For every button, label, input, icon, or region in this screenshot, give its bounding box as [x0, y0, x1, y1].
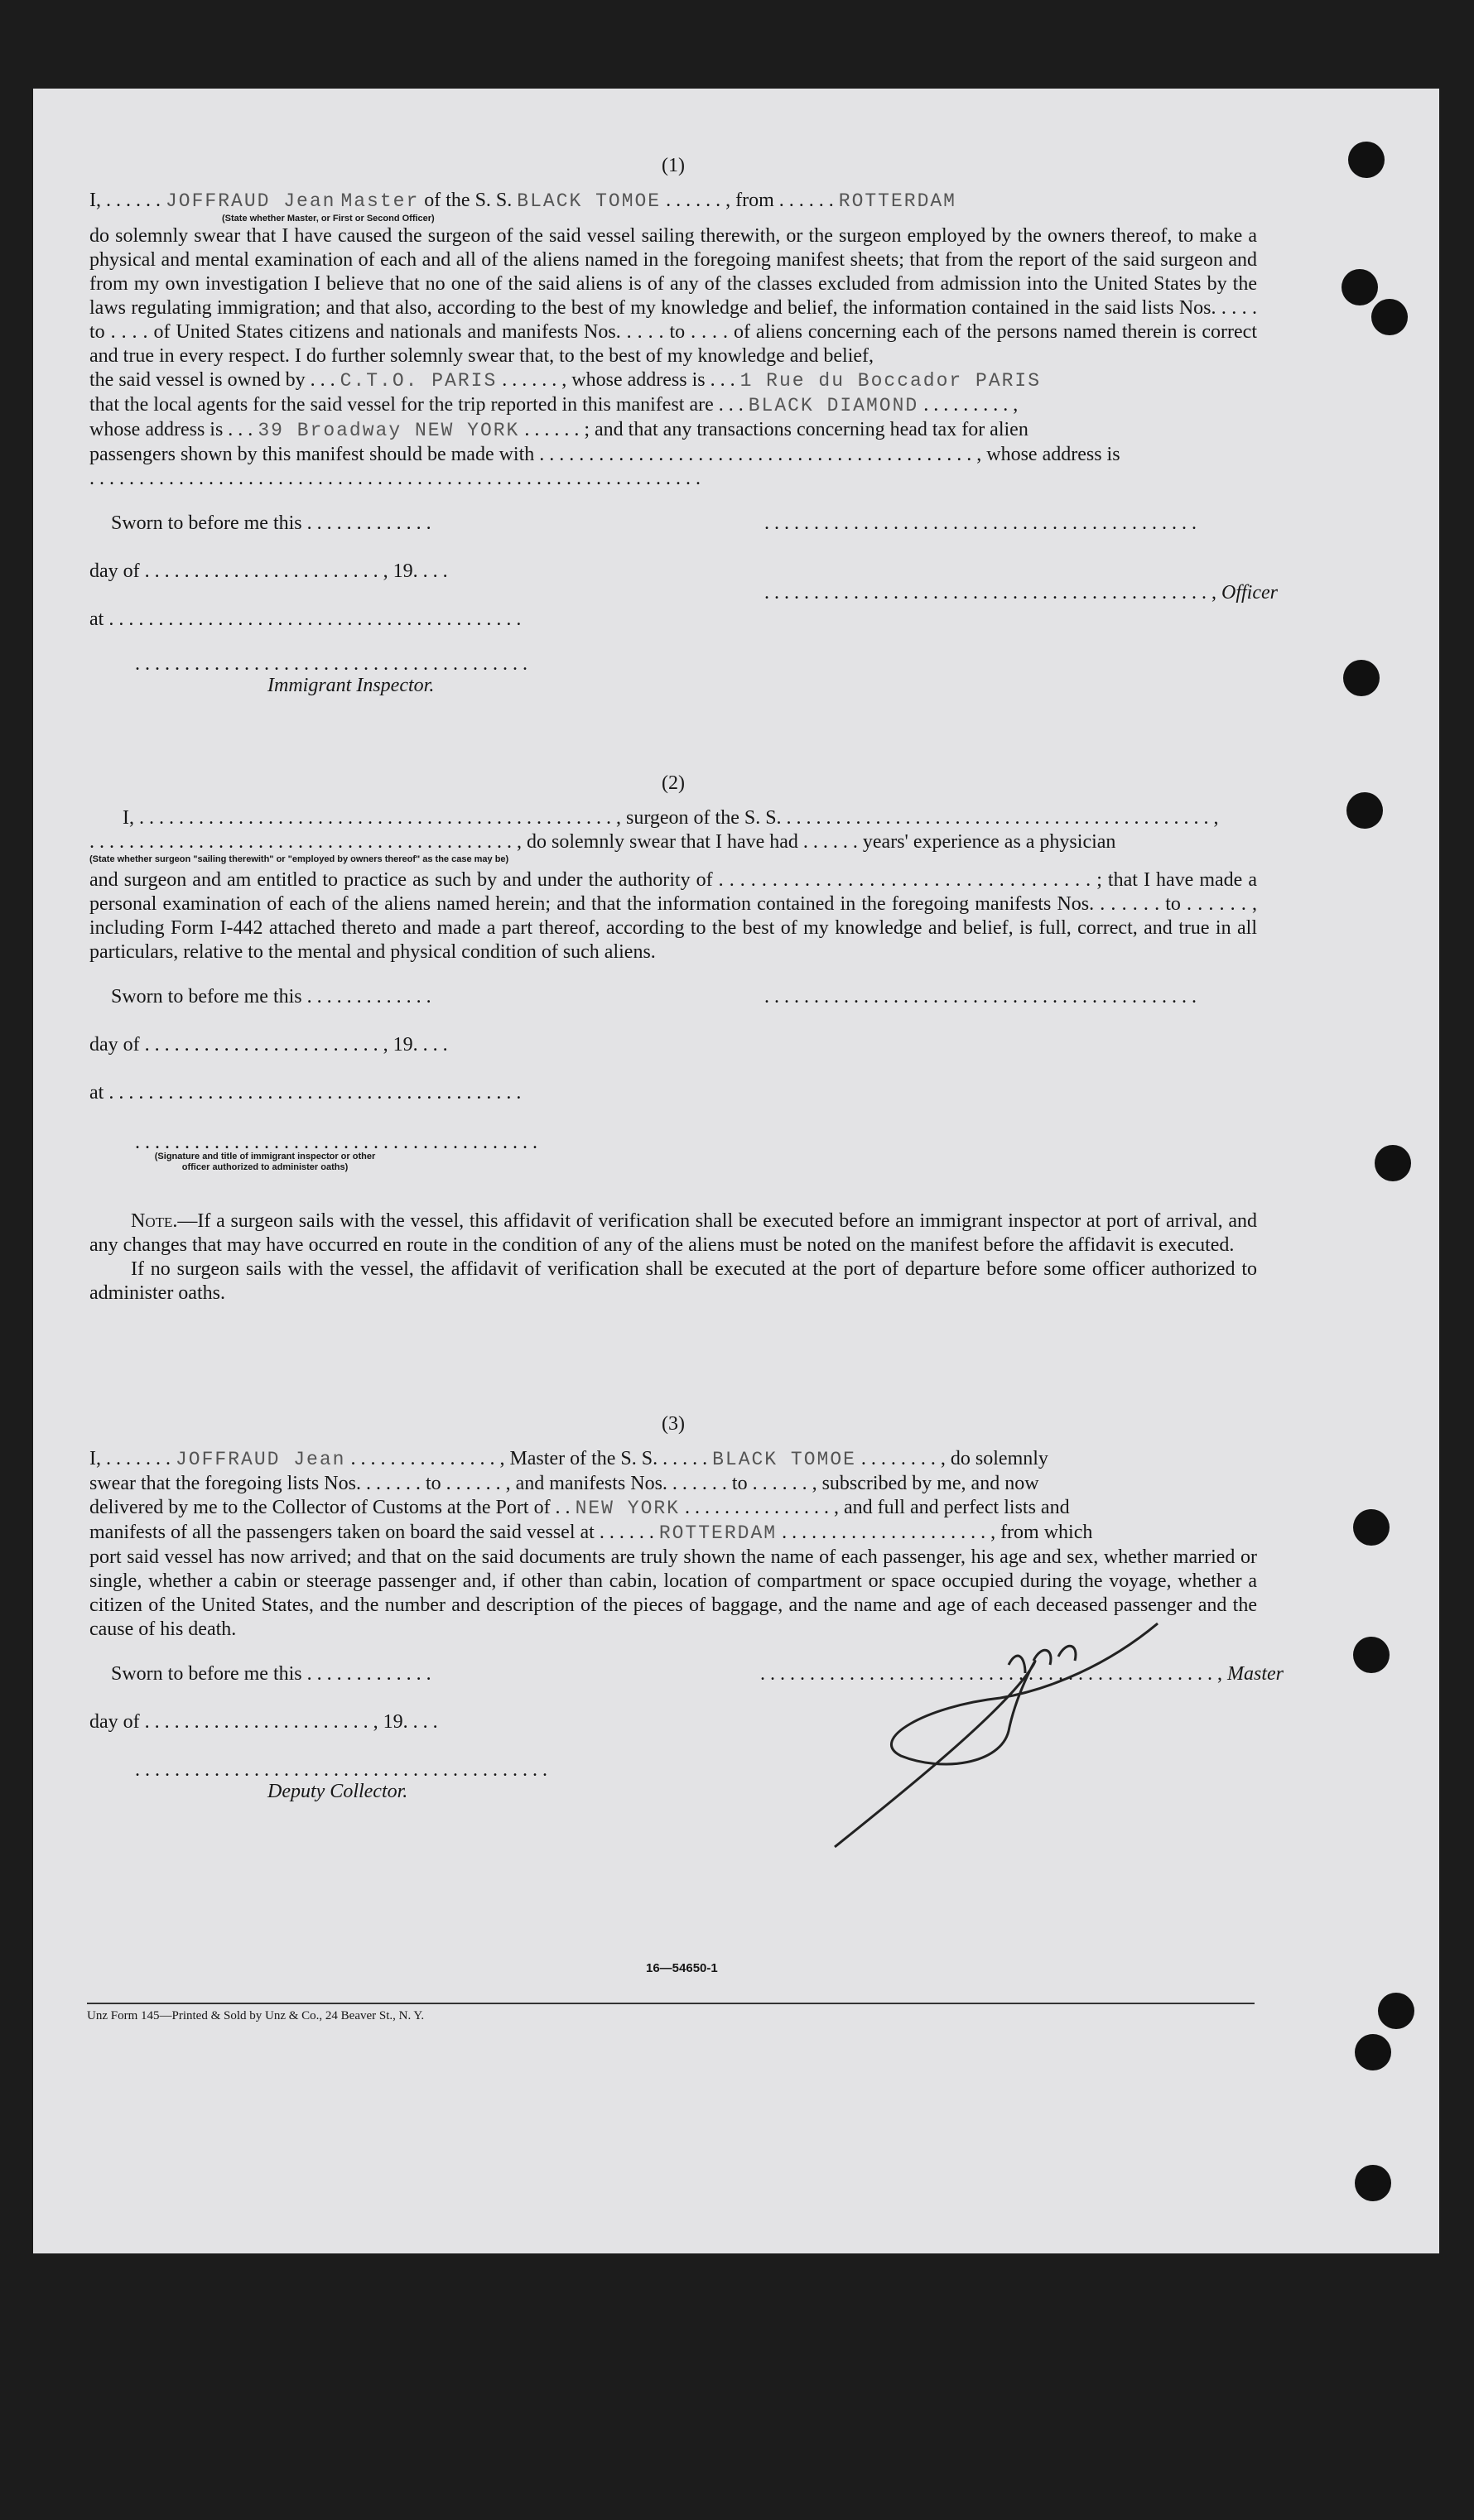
inspector-label: Immigrant Inspector.: [267, 675, 435, 696]
section-number: (1): [662, 155, 685, 176]
printer-footer: Unz Form 145—Printed & Sold by Unz & Co., 24 Beaver St., N. Y.: [87, 2003, 1255, 2023]
manifests-line: manifests of all the passengers taken on board the said vessel at . . . . . . ROTTERDAM . . . . . . . . . . . . . . . . . . . . . , from which: [89, 1522, 1093, 1544]
agents-address: 39 Broadway NEW YORK: [258, 420, 520, 441]
officer-note: (State whether Master, or First or Second Officer): [222, 214, 435, 224]
signature-block: [89, 1663, 1284, 1854]
signature-block: [89, 986, 1257, 1210]
master-signature: [818, 1615, 1166, 1864]
signature-block: [89, 512, 1278, 703]
officer-line: . . . . . . . . . . . . . . . . . . . . . . . . . . . . . . . . . . . . . . . . . . . . . , Officer: [764, 582, 1278, 604]
oath-text: do solemnly swear that I have caused the surgeon of the said vessel sailing therewith, or the surgeon employed by the owners thereof, to make a physical and mental examination of each and all of the aliens named in the foregoing manifest sheets; that from the report of the said surgeon and from my own investigation I believe that no one of the said aliens is of any of the classes excluded from admission into the United States by the laws regulating immigration; and that also, according to the best of my knowledge and belief, the information contained in the said lists Nos. . . . . to . . . . of United States citizens and nationals and manifests Nos. . . . . to . . . . of aliens concerning each of the persons named therein is correct and true in every respect. I do further solemnly swear that, to the best of my knowledge and belief,: [89, 225, 1257, 367]
punch-hole: [1371, 299, 1408, 335]
note-paragraph: Note.—If a surgeon sails with the vessel, this affidavit of verification shall be executed before an immigrant inspector at port of arrival, and any changes that may have occurred en route in the condition of any of the aliens must be noted on the manifest before the affidavit is executed.: [89, 1210, 1257, 1256]
sworn-line: Sworn to before me this . . . . . . . . . . . . .: [111, 986, 431, 1008]
affidavit-form: [89, 155, 1284, 1854]
surgeon-text: and surgeon and am entitled to practice as such by and under the authority of . . . . . . . . . . . . . . . . . . . . . . . . . . . . . . . . . . . ; that I have made a personal examination of each of the aliens named herein; and that the information contained in the foregoing manifests Nos. . . . . . . to . . . . . . , including Form I-442 attached thereto and made a part thereof, according to the best of my knowledge and belief, is full, correct, and true in all particulars, relative to the mental and physical condition of such aliens.: [89, 869, 1257, 963]
departure-port: ROTTERDAM: [658, 1522, 778, 1544]
ship-name: BLACK TOMOE: [712, 1449, 856, 1470]
departure-port: ROTTERDAM: [838, 190, 956, 212]
signature-dots: . . . . . . . . . . . . . . . . . . . . . . . . . . . . . . . . . . . . . . . . . . . .: [764, 986, 1197, 1008]
agents-address-line: whose address is . . . 39 Broadway NEW YORK . . . . . . ; and that any transactions concerning head tax for alien: [89, 419, 1028, 441]
punch-hole: [1353, 1637, 1390, 1673]
master-line: . . . . . . . . . . . . . . . . . . . . . . . . . . . . . . . . . . . . . . . . . . . . . . , Master: [760, 1663, 1284, 1685]
day-line: day of . . . . . . . . . . . . . . . . . . . . . . . . , 19. . . .: [89, 560, 448, 582]
punch-hole: [1378, 1993, 1414, 2029]
master-label: Master: [1227, 1663, 1284, 1685]
signature-dots: . . . . . . . . . . . . . . . . . . . . . . . . . . . . . . . . . . . . . . . . . . . .: [764, 512, 1197, 534]
sworn-line: Sworn to before me this . . . . . . . . . . . . .: [111, 512, 431, 534]
section-number: (2): [662, 772, 685, 794]
master-oath-text: port said vessel has now arrived; and that on the said documents are truly shown the name of each passenger, his age and sex, whether married or single, whether a cabin or steerage passenger and, if other than cabin, location of compartment or space occupied during the voyage, whether a citizen of the United States, and the number and description of the pieces of baggage, and the name and age of each deceased passenger and the cause of his death.: [89, 1546, 1257, 1640]
punch-hole: [1375, 1145, 1411, 1181]
officer-label: Officer: [1221, 582, 1278, 604]
master-line: I, . . . . . . JOFFRAUD Jean Master of the S. S. BLACK TOMOE . . . . . . , from . . . . . . ROTTERDAM: [89, 190, 956, 212]
note-paragraph-2: If no surgeon sails with the vessel, the affidavit of verification shall be executed at the port of departure before some officer authorized to administer oaths.: [89, 1258, 1257, 1304]
punch-hole: [1348, 142, 1385, 178]
punch-hole: [1355, 2165, 1391, 2201]
sworn-line: Sworn to before me this . . . . . . . . . . . . .: [111, 1663, 431, 1685]
section-number: (3): [662, 1413, 685, 1435]
surgeon-note: (State whether surgeon "sailing therewith" or "employed by owners thereof" as the case may be): [89, 854, 509, 864]
collector-label: Deputy Collector.: [267, 1781, 408, 1802]
head-tax-text: passengers shown by this manifest should be made with . . . . . . . . . . . . . . . . . . . . . . . . . . . . . . . . . . . . . . . . . . . . , whose address is: [89, 444, 1120, 465]
master-title: Master: [340, 190, 420, 212]
surgeon-line: I, . . . . . . . . . . . . . . . . . . . . . . . . . . . . . . . . . . . . . . . . . . . . . . . . , surgeon of the S. S. . . . . . . . . . . . . . . . . . . . . . . . . . . . . . . . . . . . . . . . . . . . ,: [123, 807, 1219, 829]
arrival-port: NEW YORK: [575, 1498, 680, 1519]
owner-address: 1 Rue du Boccador PARIS: [739, 370, 1042, 392]
punch-hole: [1346, 792, 1383, 829]
inspector-dots: . . . . . . . . . . . . . . . . . . . . . . . . . . . . . . . . . . . . . . . . .: [135, 1132, 537, 1153]
agents-name: BLACK DIAMOND: [748, 395, 919, 416]
owner-line: the said vessel is owned by . . . C.T.O. PARIS . . . . . . , whose address is . . . 1 Rue du Boccador PARIS: [89, 369, 1042, 392]
dots-line: . . . . . . . . . . . . . . . . . . . . . . . . . . . . . . . . . . . . . . . . . . . . . . . . . . . . . . . . . . . . . .: [89, 468, 701, 489]
master-line: I, . . . . . . . JOFFRAUD Jean . . . . . . . . . . . . . . . , Master of the S. S. . . . . . BLACK TOMOE . . . . . . . . , do solemnly: [89, 1448, 1048, 1470]
at-line: at . . . . . . . . . . . . . . . . . . . . . . . . . . . . . . . . . . . . . . . . . .: [89, 608, 522, 630]
punch-hole: [1342, 269, 1378, 305]
ship-name: BLACK TOMOE: [517, 190, 662, 212]
punch-hole: [1343, 660, 1380, 696]
form-number: 16—54650-1: [646, 1961, 718, 1975]
master-name: JOFFRAUD Jean: [166, 190, 336, 212]
lists-line: swear that the foregoing lists Nos. . . . . . . to . . . . . . , and manifests Nos. . . . . . . to . . . . . . , subscribed by me, and now: [89, 1473, 1039, 1494]
surgeon-line-2: . . . . . . . . . . . . . . . . . . . . . . . . . . . . . . . . . . . . . . . . . . . , do solemnly swear that I have had . . . . . . years' experience as a physician: [89, 831, 1116, 853]
inspector-dots: . . . . . . . . . . . . . . . . . . . . . . . . . . . . . . . . . . . . . . . .: [135, 653, 527, 675]
inspector-note: (Signature and title of immigrant inspector or other officer authorized to administer oaths): [154, 1152, 376, 1172]
day-line: day of . . . . . . . . . . . . . . . . . . . . . . . . , 19. . . .: [89, 1034, 448, 1056]
owner-name: C.T.O. PARIS: [340, 370, 498, 392]
agents-line: that the local agents for the said vessel for the trip reported in this manifest are . . . BLACK DIAMOND . . . . . . . . . ,: [89, 394, 1019, 416]
collector-line: delivered by me to the Collector of Customs at the Port of . . NEW YORK . . . . . . . . . . . . . . . , and full and perfect lists and: [89, 1497, 1070, 1519]
day-line: day of . . . . . . . . . . . . . . . . . . . . . . . , 19. . . .: [89, 1711, 438, 1733]
collector-dots: . . . . . . . . . . . . . . . . . . . . . . . . . . . . . . . . . . . . . . . . . .: [135, 1759, 547, 1781]
punch-hole: [1355, 2034, 1391, 2070]
master-name: JOFFRAUD Jean: [176, 1449, 346, 1470]
at-line: at . . . . . . . . . . . . . . . . . . . . . . . . . . . . . . . . . . . . . . . . . .: [89, 1082, 522, 1104]
document-sheet: [33, 89, 1439, 2253]
punch-hole: [1353, 1509, 1390, 1546]
